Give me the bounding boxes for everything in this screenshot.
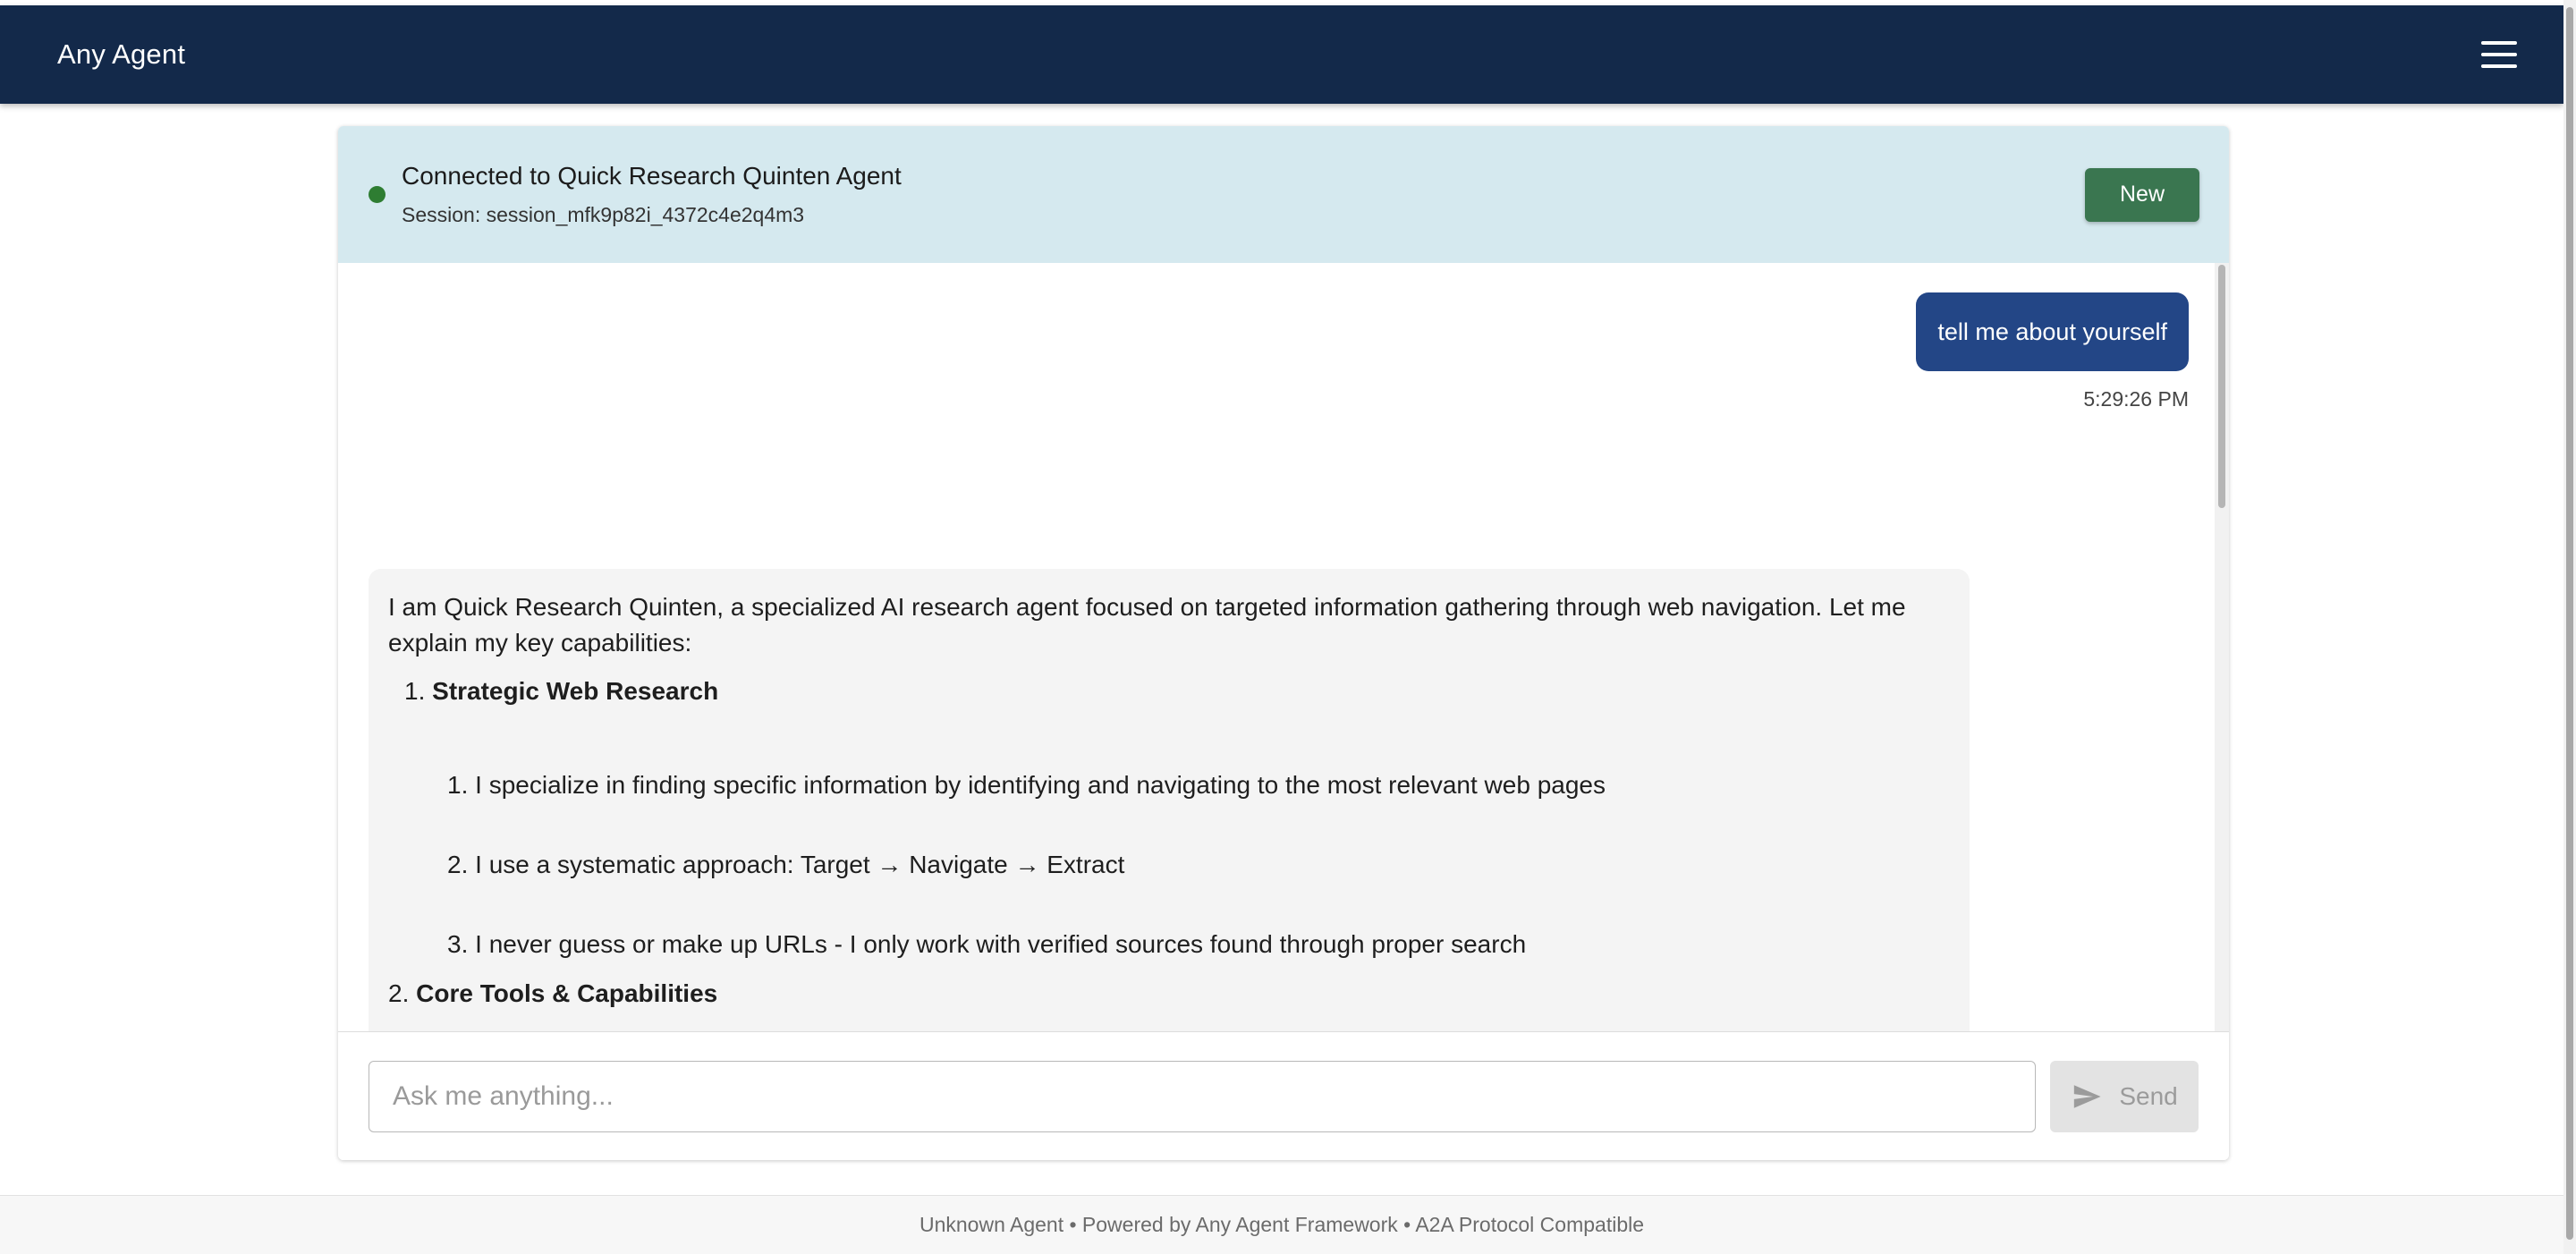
list-number: 1. (404, 677, 433, 705)
list-item (447, 927, 1526, 962)
message-input[interactable] (369, 1061, 2036, 1132)
connection-info (402, 162, 2085, 227)
page-scrollbar-thumb[interactable] (2566, 7, 2573, 1240)
list-item (404, 674, 718, 709)
chat-card (338, 126, 2229, 1160)
user-message-text: tell me about yourself (1937, 318, 2167, 345)
list-item-text: I specialize in finding specific information by identifying and navigating to the most relevant web pages (475, 771, 1606, 799)
message-list-scrollbar[interactable] (2215, 263, 2229, 1157)
message-list (338, 263, 2229, 1157)
list-item-text: I never guess or make up URLs - I only work with verified sources found through proper search (475, 930, 1527, 958)
composer (338, 1031, 2229, 1160)
hamburger-menu-icon[interactable] (2481, 41, 2517, 68)
send-button[interactable] (2050, 1061, 2199, 1132)
list-number: 2. (388, 979, 417, 1007)
app-footer (0, 1195, 2563, 1254)
page-scrollbar[interactable] (2563, 0, 2576, 1254)
app-header (0, 5, 2563, 104)
list-number: 2. (447, 851, 476, 878)
send-icon (2071, 1081, 2103, 1112)
new-session-button[interactable]: New (2085, 168, 2199, 222)
connection-status-bar (338, 126, 2229, 263)
connection-status-dot-icon (369, 186, 386, 203)
user-message-bubble (1916, 292, 2189, 371)
list-item-text: I use a systematic approach: Target → Navigate → Extract (475, 851, 1125, 878)
message-list-scrollbar-thumb[interactable] (2218, 265, 2225, 508)
connection-title: Connected to Quick Research Quinten Agent (402, 162, 902, 190)
agent-intro-text: I am Quick Research Quinten, a specialized AI research agent focused on targeted information gathering through web navigation. Let me explain my key capabilities: (388, 593, 1906, 657)
section-title: Strategic Web Research (432, 677, 719, 705)
user-message-timestamp: 5:29:26 PM (2083, 387, 2189, 411)
list-item (447, 767, 1606, 803)
list-item (447, 847, 1124, 883)
section-title: Core Tools & Capabilities (416, 979, 718, 1007)
list-number: 3. (447, 930, 476, 958)
send-button-label: Send (2119, 1081, 2178, 1110)
session-id: Session: session_mfk9p82i_4372c4e2q4m3 (402, 203, 805, 226)
footer-text: Unknown Agent • Powered by Any Agent Framework • A2A Protocol Compatible (919, 1213, 1645, 1236)
list-item (388, 976, 717, 1012)
list-number: 1. (447, 771, 476, 799)
app-title: Any Agent (57, 38, 186, 70)
